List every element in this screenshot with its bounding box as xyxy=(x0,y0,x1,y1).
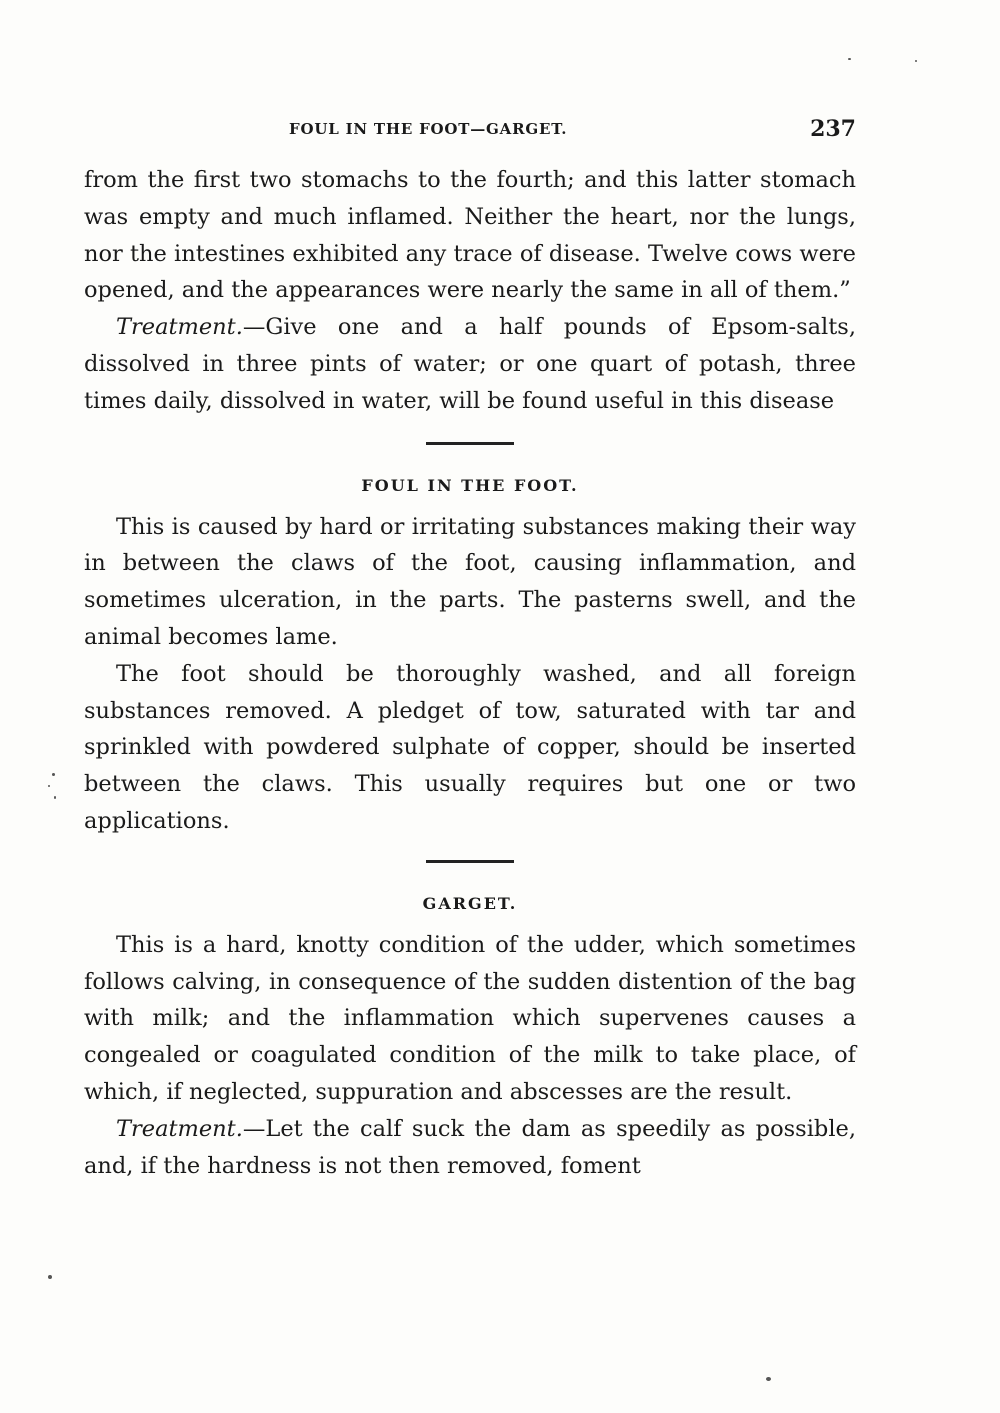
section-divider xyxy=(426,860,514,863)
garget-treatment-text: —Let the calf suck the dam as speedily as possible, and, if the hardness is not then removed, foment xyxy=(84,1115,856,1179)
running-head xyxy=(84,116,856,148)
garget-treatment-paragraph xyxy=(84,1111,856,1185)
scan-speck xyxy=(766,1377,771,1381)
scan-speck xyxy=(848,58,851,60)
section-divider xyxy=(426,442,514,445)
running-title: FOUL IN THE FOOT—GARGET. xyxy=(289,120,568,138)
foul-paragraph-1: This is caused by hard or irritating substances making their way in between the claws of the foot, causing inflammation, and sometimes ulceration, in the parts. The pasterns swell, and the animal becomes lame. xyxy=(84,513,856,650)
section-heading-foul-in-the-foot: FOUL IN THE FOOT. xyxy=(361,475,579,495)
garget-treatment-label: Treatment. xyxy=(116,1115,243,1142)
treatment-paragraph xyxy=(84,309,856,419)
scan-speck xyxy=(54,796,56,799)
garget-paragraph-1: This is a hard, knotty condition of the udder, which sometimes follows calving, in consequence of the sudden distention of the bag with milk; and the inflammation which supervenes causes a congealed or coagulated condition of the milk to take place, of which, if neglected, suppuration and abscesses are the result. xyxy=(84,931,856,1105)
treatment-label: Treatment. xyxy=(116,314,243,341)
section-heading-garget: GARGET. xyxy=(422,893,518,913)
scan-speck xyxy=(915,60,917,62)
scan-speck xyxy=(48,1275,52,1279)
continuation-paragraph: from the first two stomachs to the fourth; and this latter stomach was empty and much inflamed. Neither the heart, nor the lungs, nor the intestines exhibited any trace of disease. Twelve cows were opened, and the appearances were nearly the same in all of them.” xyxy=(84,167,856,304)
body-text xyxy=(84,162,856,1184)
scan-speck xyxy=(52,773,55,776)
page-number: 237 xyxy=(810,116,856,142)
scan-speck xyxy=(48,785,50,787)
treatment-text: —Give one and a half pounds of Epsom-salts, dissolved in three pints of water; or one quart of potash, three times daily, dissolved in water, will be found useful in this disease xyxy=(84,314,856,414)
foul-paragraph-2: The foot should be thoroughly washed, and all foreign substances removed. A pledget of tow, saturated with tar and sprinkled with powdered sulphate of copper, should be inserted between the claws. This usually requires but one or two applications. xyxy=(84,660,856,834)
